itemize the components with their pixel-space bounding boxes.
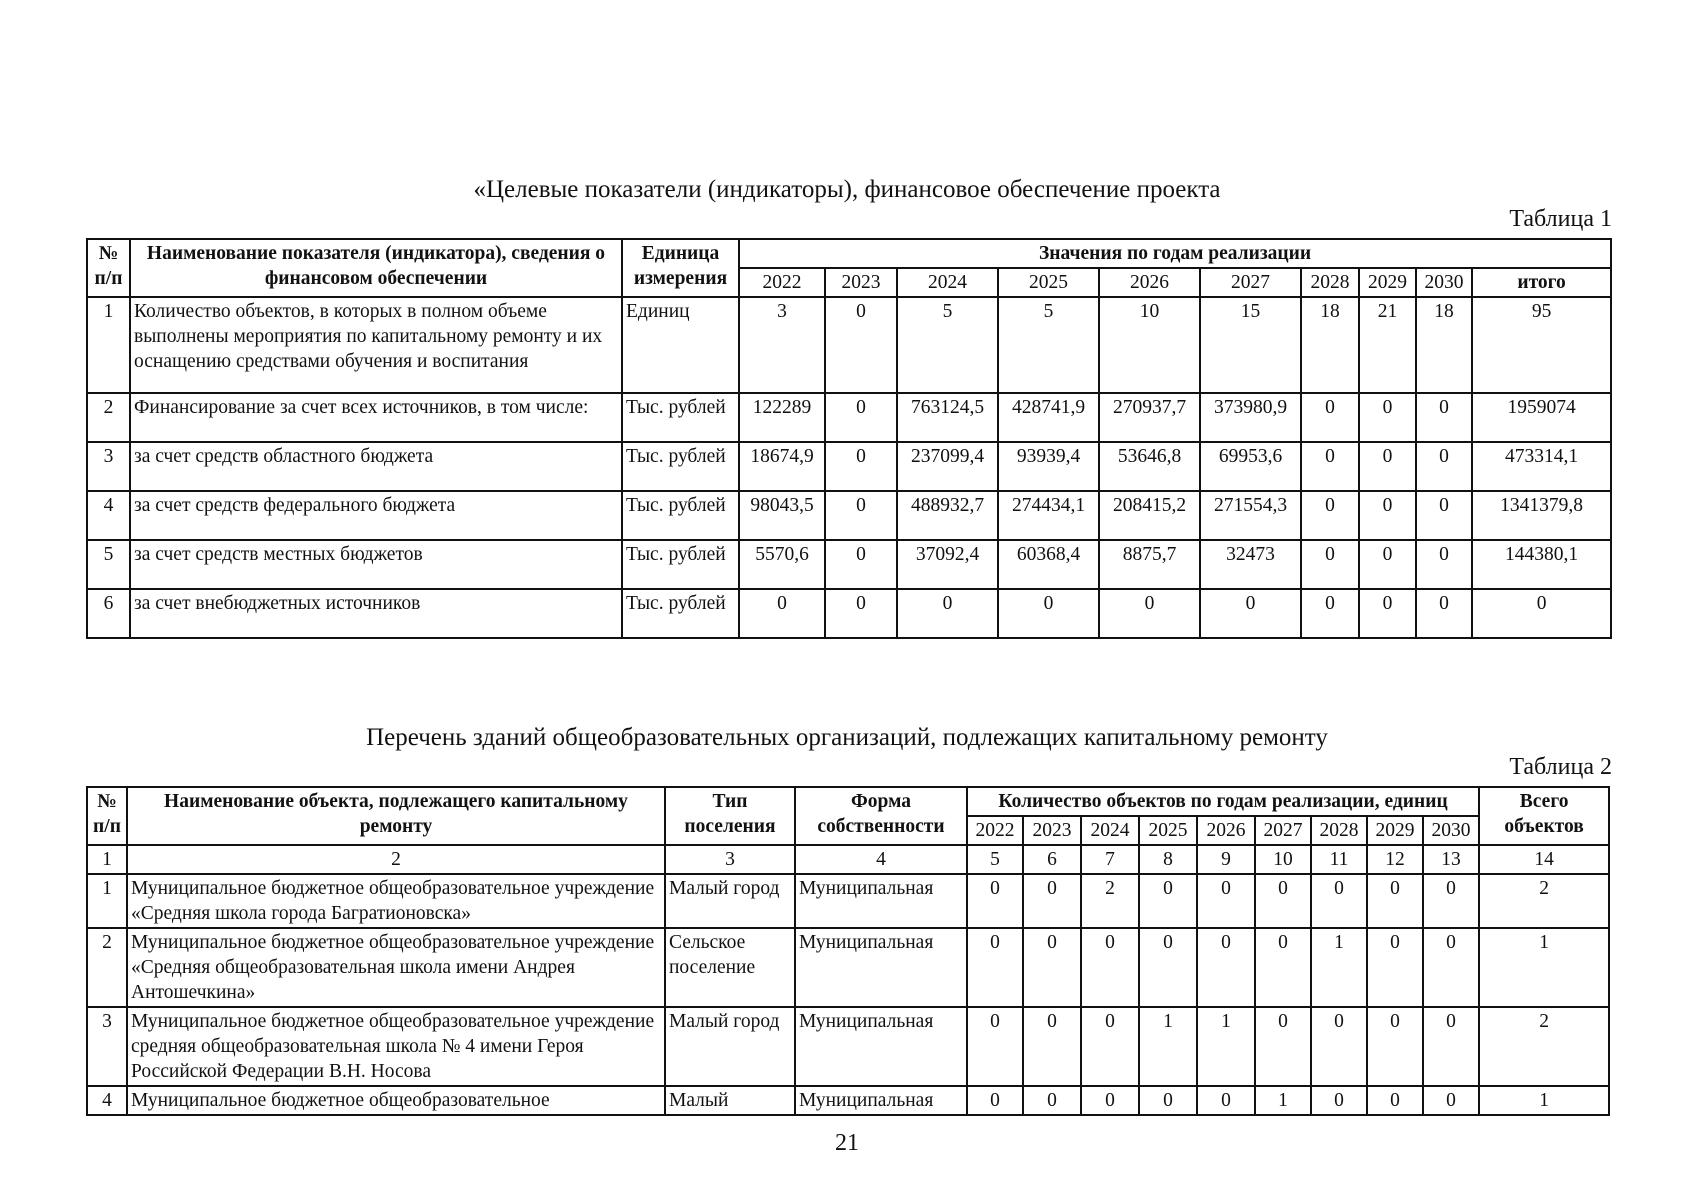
t1-row-unit: Тыс. рублей bbox=[622, 491, 739, 540]
t2-row-value: 0 bbox=[1423, 1086, 1479, 1115]
t2-col-index: 4 bbox=[795, 845, 967, 874]
t2-row-ownership: Муниципальная bbox=[795, 1007, 967, 1086]
table2-row bbox=[87, 1086, 1609, 1115]
t2-row-settlement: Малый город bbox=[665, 874, 795, 928]
t2-row-value: 0 bbox=[1311, 874, 1367, 928]
t1-row-unit: Тыс. рублей bbox=[622, 442, 739, 491]
t1-header-values-group: Значения по годам реализации bbox=[739, 239, 1611, 268]
t2-row-name: Муниципальное бюджетное общеобразовательное учреждение «Средняя общеобразовательная школа имени Андрея Антошечкина» bbox=[127, 928, 665, 1007]
t2-row-value: 0 bbox=[1023, 928, 1081, 1007]
t2-header-name: Наименование объекта, подлежащего капитальному ремонту bbox=[127, 787, 665, 845]
t2-col-index: 5 bbox=[967, 845, 1023, 874]
t1-row-value: 373980,9 bbox=[1200, 393, 1301, 442]
table1-row bbox=[87, 589, 1611, 638]
t1-row-value: 0 bbox=[1099, 589, 1200, 638]
t2-row-value: 0 bbox=[1139, 1086, 1197, 1115]
t2-row-value: 0 bbox=[1139, 874, 1197, 928]
t1-row-value: 0 bbox=[825, 393, 897, 442]
t1-year-2024: 2024 bbox=[897, 268, 998, 297]
t2-row-value: 0 bbox=[1081, 928, 1139, 1007]
t2-row-value: 0 bbox=[1255, 1007, 1311, 1086]
t1-header-unit: Единица измерения bbox=[622, 239, 739, 297]
t2-row-value: 0 bbox=[967, 874, 1023, 928]
t2-col-index: 9 bbox=[1197, 845, 1255, 874]
t1-row-value: 0 bbox=[825, 589, 897, 638]
t1-row-total: 144380,1 bbox=[1472, 540, 1611, 589]
page-number: 21 bbox=[835, 1130, 859, 1156]
t1-header-num: № п/п bbox=[87, 239, 130, 297]
table2-title: Перечень зданий общеобразовательных организаций, подлежащих капитальному ремонту bbox=[366, 724, 1328, 751]
t1-row-value: 10 bbox=[1099, 297, 1200, 393]
t2-row-value: 0 bbox=[1139, 928, 1197, 1007]
t1-row-value: 69953,6 bbox=[1200, 442, 1301, 491]
t2-year-2028: 2028 bbox=[1311, 816, 1367, 845]
t2-row-value: 0 bbox=[1255, 928, 1311, 1007]
table1-row bbox=[87, 297, 1611, 393]
t1-row-name: Финансирование за счет всех источников, в том числе: bbox=[130, 393, 622, 442]
table2-label: Таблица 2 bbox=[1509, 754, 1612, 780]
t2-row-num: 4 bbox=[87, 1086, 127, 1115]
t2-row-value: 0 bbox=[1023, 1007, 1081, 1086]
t2-row-value: 1 bbox=[1197, 1007, 1255, 1086]
t1-row-value: 763124,5 bbox=[897, 393, 998, 442]
t1-row-value: 8875,7 bbox=[1099, 540, 1200, 589]
t1-year-2022: 2022 bbox=[739, 268, 825, 297]
table1-row bbox=[87, 442, 1611, 491]
t1-row-value: 37092,4 bbox=[897, 540, 998, 589]
t2-col-index: 13 bbox=[1423, 845, 1479, 874]
t2-row-settlement: Малый bbox=[665, 1086, 795, 1115]
t1-row-name: за счет средств областного бюджета bbox=[130, 442, 622, 491]
t2-row-value: 2 bbox=[1081, 874, 1139, 928]
t2-header-total: Всего объектов bbox=[1479, 787, 1609, 845]
t1-row-value: 0 bbox=[1359, 393, 1416, 442]
t1-row-value: 0 bbox=[1359, 540, 1416, 589]
t1-row-value: 0 bbox=[825, 540, 897, 589]
t1-row-unit: Тыс. рублей bbox=[622, 393, 739, 442]
t2-row-value: 1 bbox=[1311, 928, 1367, 1007]
t1-row-unit: Тыс. рублей bbox=[622, 589, 739, 638]
t1-header-total: итого bbox=[1472, 268, 1611, 297]
t2-row-ownership: Муниципальная bbox=[795, 928, 967, 1007]
t2-row-value: 0 bbox=[1367, 1086, 1423, 1115]
table1-row bbox=[87, 540, 1611, 589]
t1-row-value: 15 bbox=[1200, 297, 1301, 393]
t2-row-total: 1 bbox=[1479, 1086, 1609, 1115]
t1-row-name: Количество объектов, в которых в полном объеме выполнены мероприятия по капитальному ремонту и их оснащению средствами обучения и воспитания bbox=[130, 297, 622, 393]
t2-row-value: 0 bbox=[1023, 1086, 1081, 1115]
table2-row bbox=[87, 928, 1609, 1007]
t1-row-value: 237099,4 bbox=[897, 442, 998, 491]
t1-row-total: 473314,1 bbox=[1472, 442, 1611, 491]
t1-row-value: 98043,5 bbox=[739, 491, 825, 540]
t2-row-name: Муниципальное бюджетное общеобразовательное учреждение «Средняя школа города Багратионовска» bbox=[127, 874, 665, 928]
t1-row-value: 0 bbox=[825, 442, 897, 491]
t2-row-value: 0 bbox=[1367, 928, 1423, 1007]
t1-row-value: 0 bbox=[998, 589, 1099, 638]
t1-row-value: 5570,6 bbox=[739, 540, 825, 589]
t2-col-index: 14 bbox=[1479, 845, 1609, 874]
t2-year-2030: 2030 bbox=[1423, 816, 1479, 845]
t1-row-value: 0 bbox=[1416, 491, 1472, 540]
t1-row-value: 5 bbox=[897, 297, 998, 393]
t2-year-2022: 2022 bbox=[967, 816, 1023, 845]
t1-row-value: 0 bbox=[1416, 393, 1472, 442]
t2-col-index: 3 bbox=[665, 845, 795, 874]
t2-row-value: 0 bbox=[1367, 1007, 1423, 1086]
t2-col-index: 10 bbox=[1255, 845, 1311, 874]
t1-row-value: 60368,4 bbox=[998, 540, 1099, 589]
t1-row-value: 53646,8 bbox=[1099, 442, 1200, 491]
t2-col-index: 7 bbox=[1081, 845, 1139, 874]
t2-col-index: 11 bbox=[1311, 845, 1367, 874]
t2-row-num: 3 bbox=[87, 1007, 127, 1086]
t2-row-num: 2 bbox=[87, 928, 127, 1007]
t1-year-2026: 2026 bbox=[1099, 268, 1200, 297]
t1-row-name: за счет средств местных бюджетов bbox=[130, 540, 622, 589]
t2-row-value: 0 bbox=[1423, 1007, 1479, 1086]
t1-row-total: 1341379,8 bbox=[1472, 491, 1611, 540]
table2-row bbox=[87, 874, 1609, 928]
t2-header-settlement: Тип поселения bbox=[665, 787, 795, 845]
t1-row-num: 1 bbox=[87, 297, 130, 393]
t2-row-num: 1 bbox=[87, 874, 127, 928]
t2-row-ownership: Муниципальная bbox=[795, 1086, 967, 1115]
t2-year-2026: 2026 bbox=[1197, 816, 1255, 845]
t1-year-2030: 2030 bbox=[1416, 268, 1472, 297]
t1-row-value: 0 bbox=[1359, 589, 1416, 638]
t2-year-2024: 2024 bbox=[1081, 816, 1139, 845]
t2-header-ownership: Форма собственности bbox=[795, 787, 967, 845]
t2-row-value: 0 bbox=[1367, 874, 1423, 928]
table2-row bbox=[87, 1007, 1609, 1086]
t2-year-2025: 2025 bbox=[1139, 816, 1197, 845]
t1-header-name: Наименование показателя (индикатора), сведения о финансовом обеспечении bbox=[130, 239, 622, 297]
table2 bbox=[86, 786, 1610, 1116]
t1-row-value: 0 bbox=[1359, 442, 1416, 491]
table1-label: Таблица 1 bbox=[1509, 206, 1612, 232]
t1-row-value: 488932,7 bbox=[897, 491, 998, 540]
t1-row-value: 0 bbox=[1301, 491, 1359, 540]
t1-year-2023: 2023 bbox=[825, 268, 897, 297]
t1-row-value: 0 bbox=[1301, 589, 1359, 638]
t1-row-value: 274434,1 bbox=[998, 491, 1099, 540]
t2-year-2023: 2023 bbox=[1023, 816, 1081, 845]
t1-row-value: 93939,4 bbox=[998, 442, 1099, 491]
t1-row-num: 2 bbox=[87, 393, 130, 442]
t2-row-value: 0 bbox=[1023, 874, 1081, 928]
t2-row-value: 0 bbox=[1197, 928, 1255, 1007]
t1-row-value: 21 bbox=[1359, 297, 1416, 393]
t2-year-2027: 2027 bbox=[1255, 816, 1311, 845]
t2-row-ownership: Муниципальная bbox=[795, 874, 967, 928]
t1-row-value: 0 bbox=[1301, 393, 1359, 442]
t2-row-name: Муниципальное бюджетное общеобразовательное bbox=[127, 1086, 665, 1115]
t2-row-value: 0 bbox=[1423, 928, 1479, 1007]
t1-row-num: 6 bbox=[87, 589, 130, 638]
t2-row-value: 0 bbox=[1197, 1086, 1255, 1115]
t2-row-settlement: Сельское поселение bbox=[665, 928, 795, 1007]
t1-row-value: 32473 bbox=[1200, 540, 1301, 589]
t1-row-value: 0 bbox=[1416, 589, 1472, 638]
t1-row-value: 0 bbox=[739, 589, 825, 638]
t1-year-2027: 2027 bbox=[1200, 268, 1301, 297]
t1-row-unit: Единиц bbox=[622, 297, 739, 393]
t2-col-index: 6 bbox=[1023, 845, 1081, 874]
t1-row-value: 5 bbox=[998, 297, 1099, 393]
t1-row-num: 5 bbox=[87, 540, 130, 589]
t1-row-value: 0 bbox=[1301, 442, 1359, 491]
t2-year-2029: 2029 bbox=[1367, 816, 1423, 845]
t2-row-value: 1 bbox=[1139, 1007, 1197, 1086]
table1-title: «Целевые показатели (индикаторы), финансовое обеспечение проекта bbox=[473, 176, 1221, 203]
t1-row-value: 208415,2 bbox=[1099, 491, 1200, 540]
t2-col-index: 8 bbox=[1139, 845, 1197, 874]
t1-row-value: 18 bbox=[1416, 297, 1472, 393]
t1-row-value: 0 bbox=[825, 297, 897, 393]
t1-row-num: 4 bbox=[87, 491, 130, 540]
t1-row-num: 3 bbox=[87, 442, 130, 491]
t1-row-value: 0 bbox=[825, 491, 897, 540]
t1-row-value: 0 bbox=[1359, 491, 1416, 540]
t2-row-total: 2 bbox=[1479, 1007, 1609, 1086]
t1-row-value: 122289 bbox=[739, 393, 825, 442]
t1-row-value: 0 bbox=[1200, 589, 1301, 638]
t1-row-value: 18 bbox=[1301, 297, 1359, 393]
t1-row-total: 0 bbox=[1472, 589, 1611, 638]
t1-year-2028: 2028 bbox=[1301, 268, 1359, 297]
t1-row-name: за счет средств федерального бюджета bbox=[130, 491, 622, 540]
t2-row-total: 1 bbox=[1479, 928, 1609, 1007]
t2-row-value: 1 bbox=[1255, 1086, 1311, 1115]
t1-row-value: 271554,3 bbox=[1200, 491, 1301, 540]
t1-row-total: 95 bbox=[1472, 297, 1611, 393]
t1-year-2029: 2029 bbox=[1359, 268, 1416, 297]
t1-row-value: 0 bbox=[1416, 442, 1472, 491]
t2-row-value: 0 bbox=[1311, 1086, 1367, 1115]
t2-row-value: 0 bbox=[1311, 1007, 1367, 1086]
t2-header-count-group: Количество объектов по годам реализации, единиц bbox=[967, 787, 1479, 816]
t1-row-name: за счет внебюджетных источников bbox=[130, 589, 622, 638]
table1-row bbox=[87, 491, 1611, 540]
t2-row-value: 0 bbox=[1255, 874, 1311, 928]
t1-row-value: 18674,9 bbox=[739, 442, 825, 491]
t2-col-index: 12 bbox=[1367, 845, 1423, 874]
t2-row-settlement: Малый город bbox=[665, 1007, 795, 1086]
t1-year-2025: 2025 bbox=[998, 268, 1099, 297]
t2-row-value: 0 bbox=[1081, 1007, 1139, 1086]
t2-col-index: 1 bbox=[87, 845, 127, 874]
t1-row-value: 0 bbox=[897, 589, 998, 638]
t1-row-value: 270937,7 bbox=[1099, 393, 1200, 442]
t2-row-value: 0 bbox=[1423, 874, 1479, 928]
table1 bbox=[86, 238, 1612, 639]
t1-row-value: 3 bbox=[739, 297, 825, 393]
t1-row-value: 0 bbox=[1301, 540, 1359, 589]
t1-row-unit: Тыс. рублей bbox=[622, 540, 739, 589]
t1-row-value: 0 bbox=[1416, 540, 1472, 589]
t1-row-value: 428741,9 bbox=[998, 393, 1099, 442]
t2-row-value: 0 bbox=[967, 1086, 1023, 1115]
t2-row-value: 0 bbox=[967, 1007, 1023, 1086]
t2-col-index: 2 bbox=[127, 845, 665, 874]
t2-row-value: 0 bbox=[1081, 1086, 1139, 1115]
t2-row-name: Муниципальное бюджетное общеобразовательное учреждение средняя общеобразовательная школа № 4 имени Героя Российской Федерации В.Н. Носова bbox=[127, 1007, 665, 1086]
t2-row-total: 2 bbox=[1479, 874, 1609, 928]
t2-row-value: 0 bbox=[967, 928, 1023, 1007]
table1-row bbox=[87, 393, 1611, 442]
t2-row-value: 0 bbox=[1197, 874, 1255, 928]
t1-row-total: 1959074 bbox=[1472, 393, 1611, 442]
t2-header-num: № п/п bbox=[87, 787, 127, 845]
